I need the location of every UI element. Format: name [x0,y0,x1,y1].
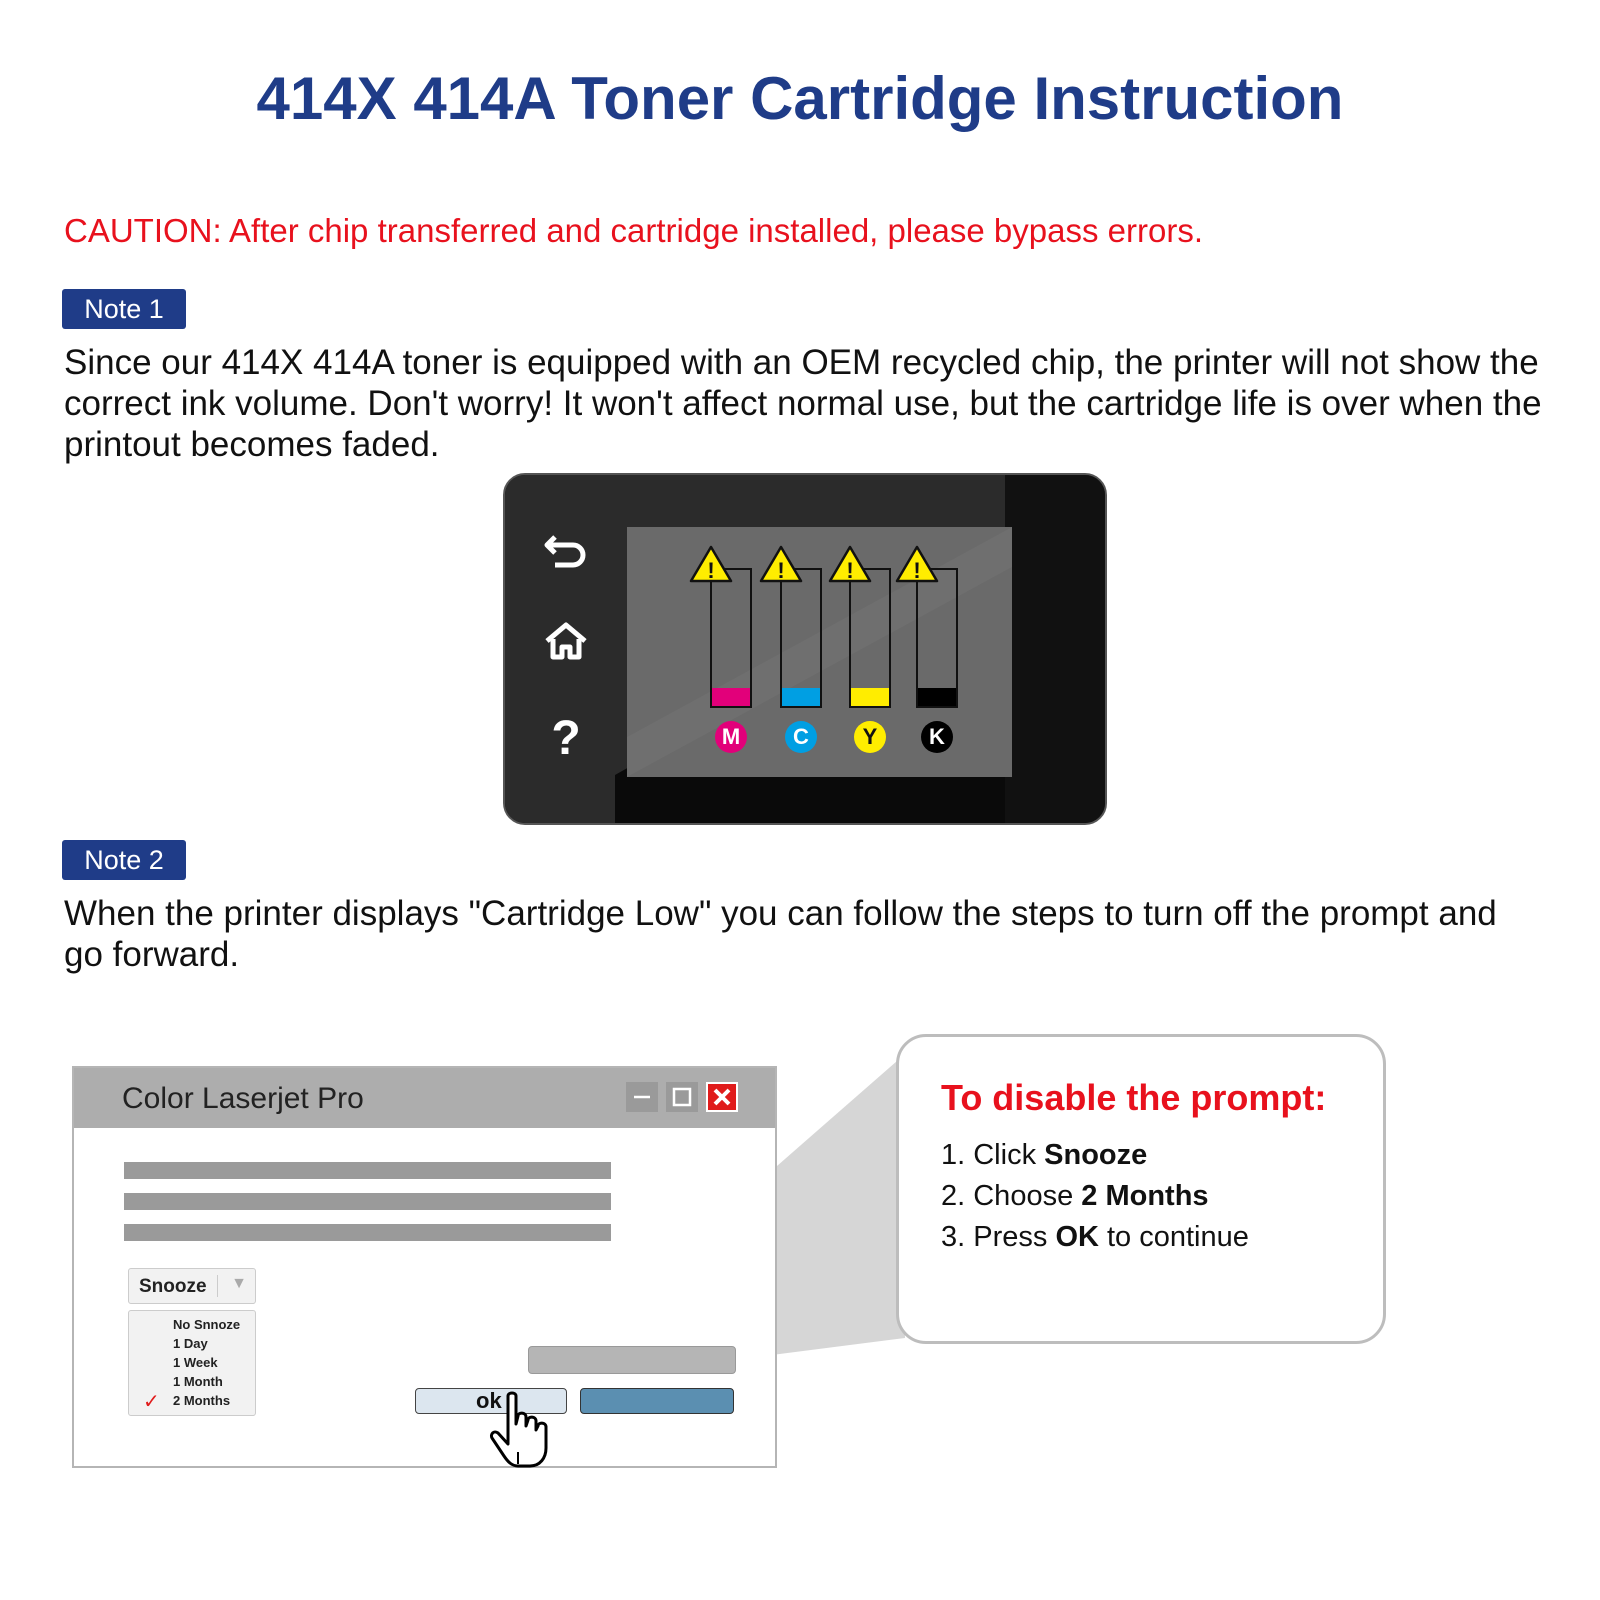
snooze-option[interactable]: No Snnoze [173,1317,241,1332]
svg-text:!: ! [777,558,785,583]
svg-text:!: ! [846,558,854,583]
placeholder-text-line [124,1162,611,1179]
snooze-label: Snooze [139,1276,207,1297]
callout-heading: To disable the prompt: [941,1077,1327,1118]
close-button[interactable] [706,1082,738,1112]
help-icon[interactable]: ? [551,712,581,765]
instructions-callout [896,1034,1386,1344]
dialog-title: Color Laserjet Pro [122,1082,364,1115]
secondary-button[interactable] [580,1388,734,1414]
cartridge-label: K [921,721,953,753]
snooze-option[interactable]: 1 Week [173,1355,218,1370]
note-1-badge: Note 1 [62,289,186,329]
printer-dialog-window [72,1066,777,1468]
minimize-button[interactable] [626,1082,658,1112]
svg-text:!: ! [913,558,921,583]
page-title: 414X 414A Toner Cartridge Instruction [256,65,1344,132]
step-1: 1. Click Snooze [941,1139,1148,1171]
caution-text: CAUTION: After chip transferred and cartridge installed, please bypass errors. [64,212,1203,249]
ok-button[interactable]: ok [415,1388,567,1414]
maximize-button[interactable] [666,1082,698,1112]
snooze-options-list [128,1310,256,1416]
step-2: 2. Choose 2 Months [941,1180,1209,1212]
placeholder-text-line [124,1193,611,1210]
chevron-down-icon: ▼ [231,1275,247,1292]
checkmark-icon: ✓ [143,1391,160,1413]
note-2-text: When the printer displays "Cartridge Low" you can follow the steps to turn off the prompt and go forward. [64,894,1497,974]
snooze-dropdown[interactable] [128,1268,256,1304]
hand-pointer-icon [486,1390,556,1470]
snooze-option-selected[interactable]: 2 Months [173,1393,231,1408]
dropdown-divider [217,1275,218,1297]
cartridge-label: Y [854,721,886,753]
snooze-option[interactable]: 1 Month [173,1374,223,1389]
close-icon [708,1084,736,1110]
disabled-button[interactable] [528,1346,736,1374]
placeholder-text-line [124,1224,611,1241]
dialog-titlebar[interactable] [74,1068,775,1128]
svg-text:!: ! [707,558,715,583]
snooze-option[interactable]: 1 Day [173,1336,208,1351]
step-3: 3. Press OK to continue [941,1221,1249,1253]
cartridge-label: C [785,721,817,753]
note-1-text: Since our 414X 414A toner is equipped with an OEM recycled chip, the printer will not show the correct ink volume. Don't worry! It won't affect normal use, but the cartridge life is over when the printout becomes faded. [64,343,1542,464]
cartridge-label: M [715,721,747,753]
note-2-badge: Note 2 [62,840,186,880]
